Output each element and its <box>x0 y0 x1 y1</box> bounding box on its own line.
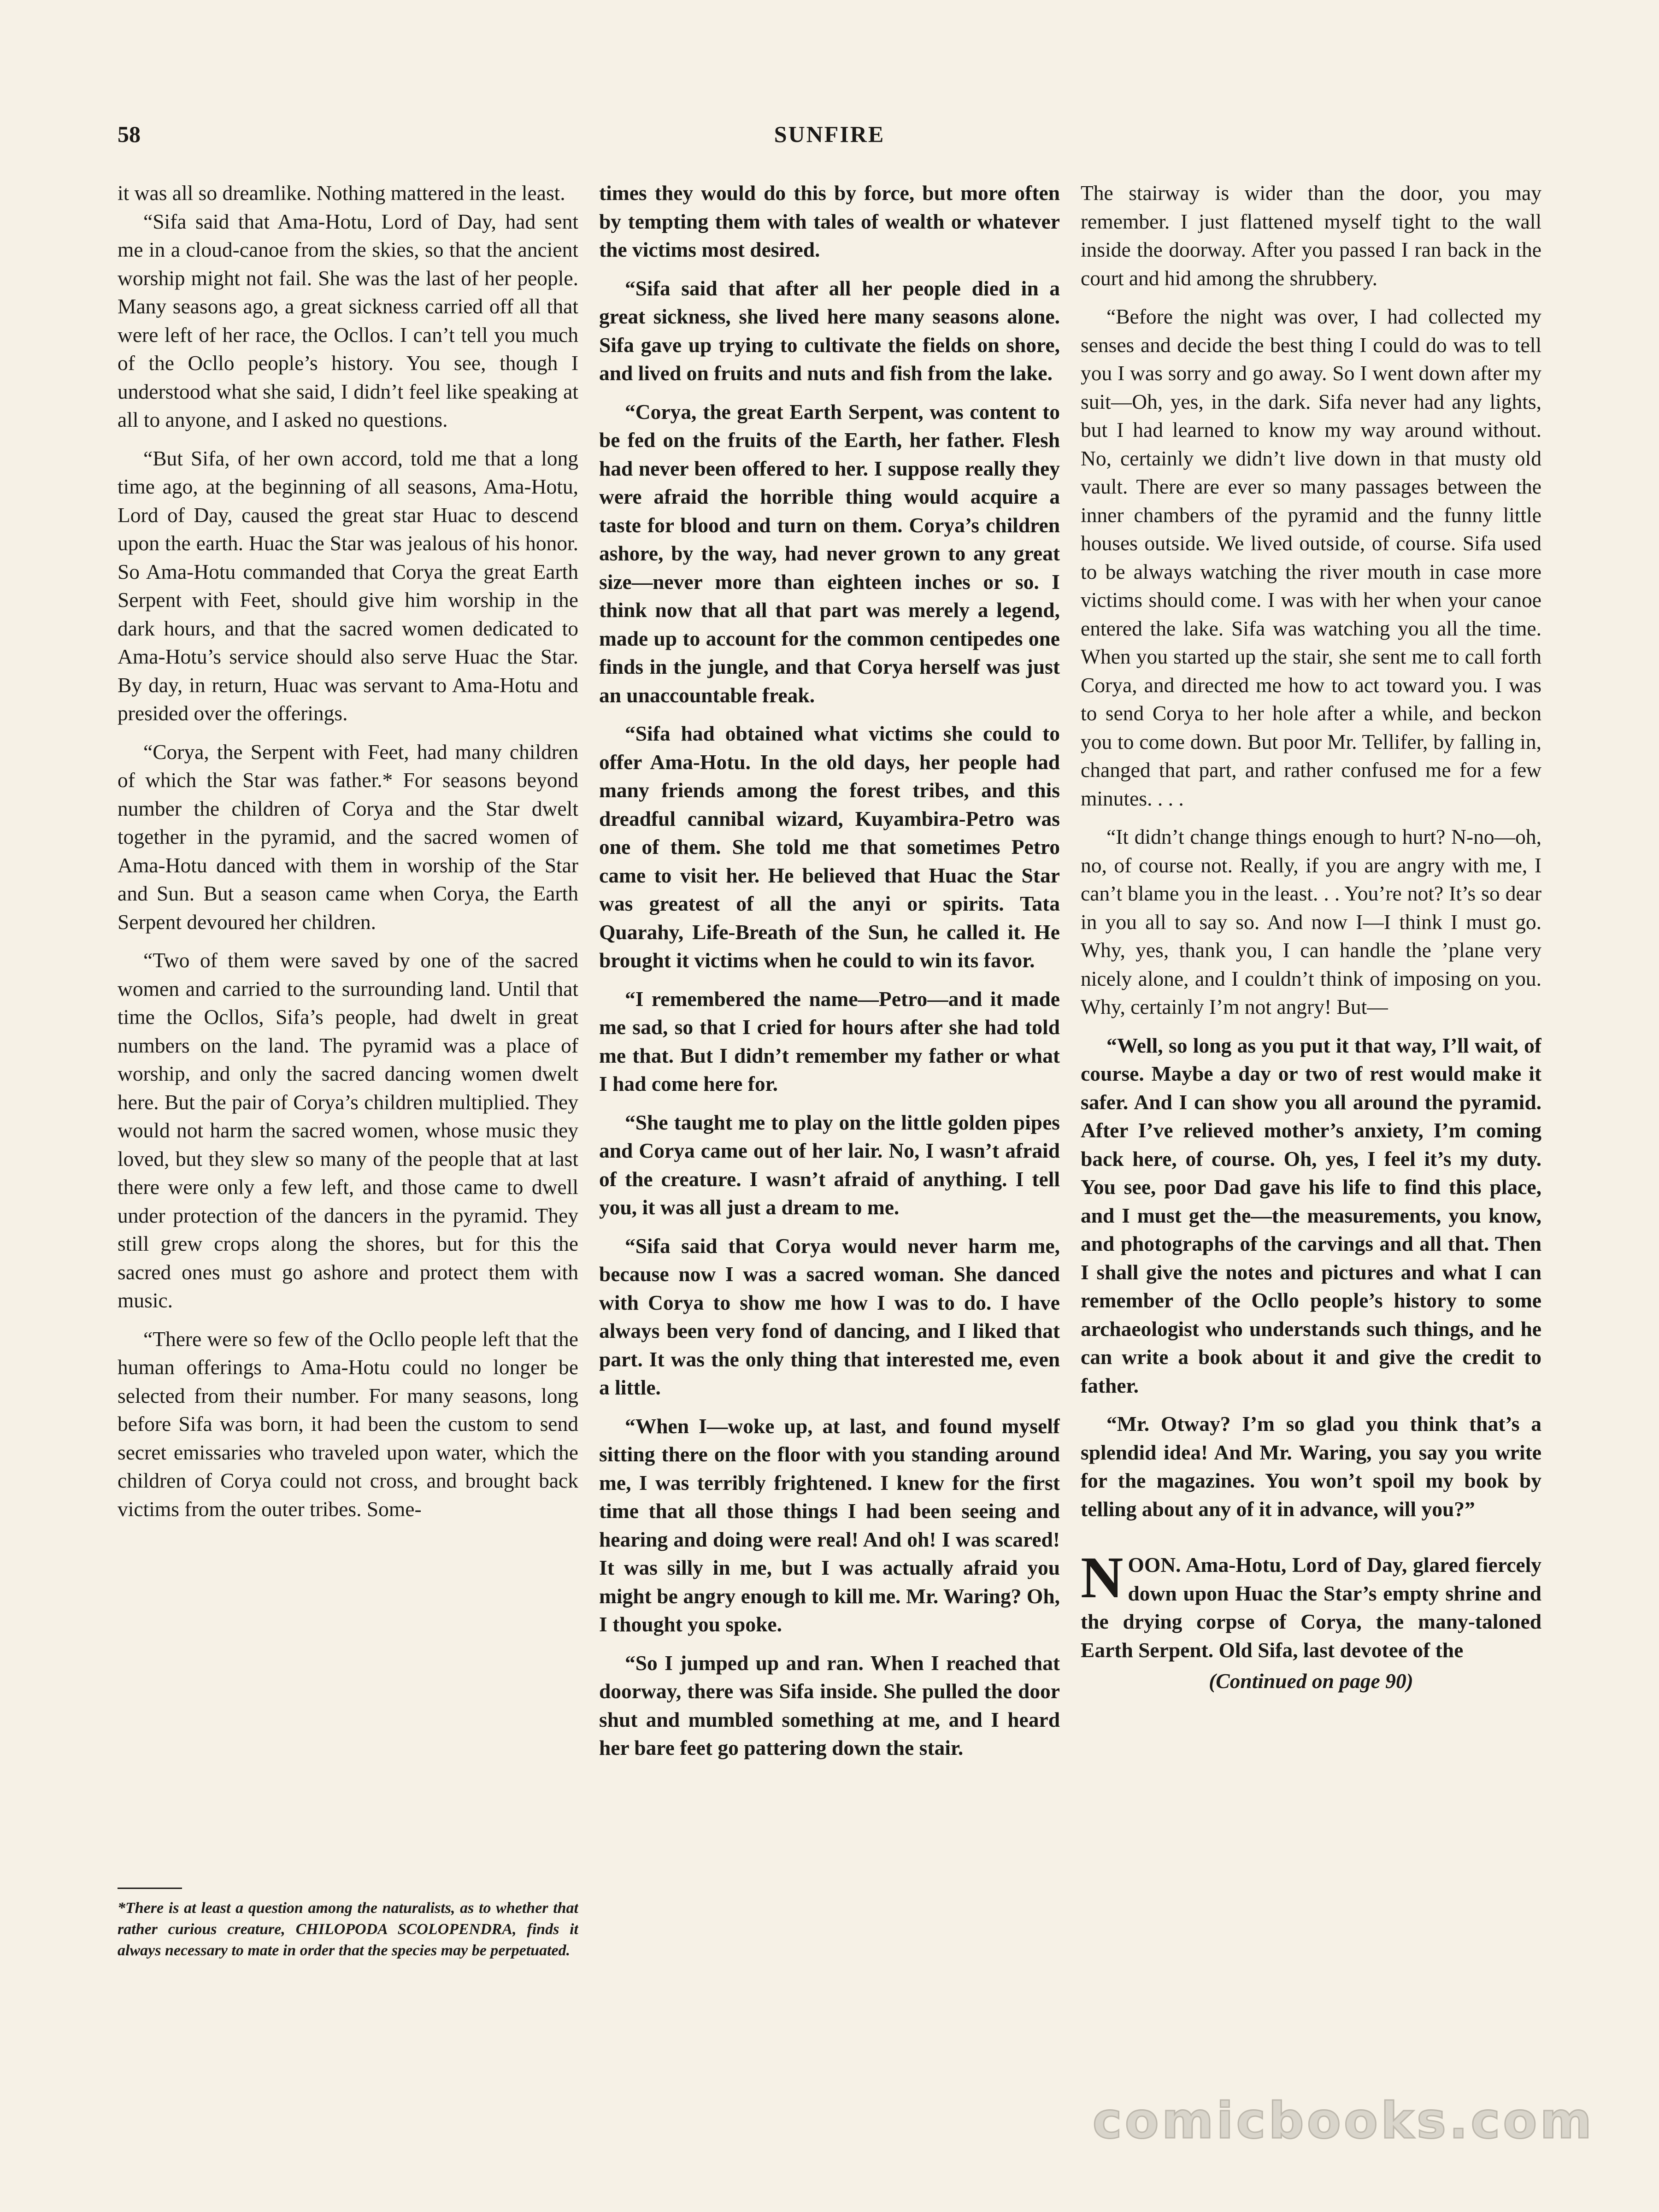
paragraph: The stairway is wider than the door, you may remember. I just flattened myself tight to the wall inside the doorway. After you passed I ran back in the court and hid among the shrubbery. <box>1081 181 1541 290</box>
footnote <box>118 1898 578 1961</box>
paragraph: “I remembered the name—Petro—and it made me sad, so that I cried for hours after she had told me that. But I didn’t remember my father or what I had come here for. <box>599 987 1060 1095</box>
paragraph: “She taught me to play on the little golden pipes and Corya came out of her lair. No, I wasn’t afraid of the creature. I wasn’t afraid of anything. I tell you, it was all just a dream to me. <box>599 1110 1060 1219</box>
column-3 <box>1081 179 1541 2045</box>
paragraph: “There were so few of the Ocllo people left that the human offerings to Ama-Hotu could no longer be selected from their number. For many seasons, long before Sifa was born, it had been the custom to send secret emissaries who traveled upon water, which the children of Corya could not cross, and brought back victims from the outer tribes. Some- <box>118 1327 578 1521</box>
section-opening-text: OON. Ama-Hotu, Lord of Day, glared fiercely down upon Huac the Star’s empty shrine and the drying corpse of Corya, the many-taloned Earth Serpent. Old Sifa, last devotee of the <box>1081 1553 1541 1662</box>
page-number: 58 <box>118 121 141 147</box>
paragraph: “Before the night was over, I had collected my senses and decide the best thing I could do was to tell you I was sorry and go away. So I went down after my suit—Oh, yes, in the dark. Sifa never had any lights, but I had learned to know my way around without. No, certainly we didn’t live down in that musty old vault. There are ever so many passages between the inner chambers of the pyramid and the funny little houses outside. We lived outside, of course. Sifa used to be always watching the river mouth in case more victims should come. I was with her when your canoe entered the lake. Sifa was watching you all the time. When you started up the stair, she sent me to call forth Corya, and directed me how to act toward you. I was to send Corya to her hole after a while, and beckon you to come down. But poor Mr. Tellifer, by falling in, changed that part, and rather confused me for a few minutes. . . . <box>1081 305 1541 810</box>
paragraph: “Two of them were saved by one of the sacred women and carried to the surrounding land. Until that time the Ocllos, Sifa’s people, had dwelt in great numbers on the land. The pyramid was a place of worship, and only the sacred dancing women dwelt here. But the pair of Corya’s children multiplied. They would not harm the sacred women, whose music they loved, but they slew so many of the people that at last there were only a few left, and those came to dwell under protection of the dancers in the pyramid. They still grew crops along the shores, but for this the sacred ones must go ashore and protect them with music. <box>118 948 578 1312</box>
continued-notice: (Continued on page 90) <box>1209 1669 1413 1693</box>
paragraph: it was all so dreamlike. Nothing mattered in the least. <box>118 181 565 205</box>
watermark-logo: comicbooks.com <box>1092 2092 1594 2150</box>
paragraph: “So I jumped up and ran. When I reached that doorway, there was Sifa inside. She pulled the door shut and mumbled something at me, and I heard her bare feet go pattering down the stair. <box>599 1651 1060 1759</box>
footnote-text: *There is at least a question among the naturalists, as to whether that rather curious creature, CHILOPODA SCOLOPENDRA, finds it always necessary to mate in order that the species may be perpetuated. <box>118 1900 578 1959</box>
column-2 <box>599 179 1060 2045</box>
paragraph: “Sifa said that Corya would never harm me, because now I was a sacred woman. She danced with Corya to show me how I was to do. I have always been very fond of dancing, and I liked that part. It was the only thing that interested me, even a little. <box>599 1234 1060 1399</box>
paragraph: “Sifa had obtained what victims she could to offer Ama-Hotu. In the old days, her people had many friends among the forest tribes, and this dreadful cannibal wizard, Kuyambira-Petro was one of them. She told me that sometimes Petro came to visit her. He believed that Huac the Star was greatest of all the anyi or spirits. Tata Quarahy, Life-Breath of the Sun, he called it. He brought it victims when he could to win its favor. <box>599 722 1060 972</box>
drop-cap: N <box>1081 1545 1124 1610</box>
article-body <box>118 179 1541 2045</box>
paragraph: “Sifa said that after all her people died in a great sickness, she lived here many seasons alone. Sifa gave up trying to cultivate the fields on shore, and lived on fruits and nuts and fish from the lake. <box>599 276 1060 385</box>
paragraph: “Corya, the Serpent with Feet, had many children of which the Star was father.* For seasons beyond number the children of Corya and the Star dwelt together in the pyramid, and the sacred women of Ama-Hotu danced with them in worship of the Star and Sun. But a season came when Corya, the Earth Serpent devoured her children. <box>118 740 578 934</box>
paragraph: “Mr. Otway? I’m so glad you think that’s a splendid idea! And Mr. Waring, you say you write for the magazines. You won’t spoil my book by telling about any of it in advance, will you?” <box>1081 1412 1541 1521</box>
section-opening-paragraph <box>1081 1545 1541 1664</box>
paragraph: “It didn’t change things enough to hurt? N-no—oh, no, of course not. Really, if you are angry with me, I can’t blame you in the least. . . You’re not? It’s so dear in you all to say so. And now I—I think I must go. Why, yes, thank you, I can handle the ’plane very nicely alone, and I couldn’t think of imposing on you. Why, certainly I’m not angry! But— <box>1081 825 1541 1018</box>
paragraph: “Sifa said that Ama-Hotu, Lord of Day, had sent me in a cloud-canoe from the skies, so that the ancient worship might not fail. She was the last of her people. Many seasons ago, a great sickness carried off all that were left of her race, the Ocllos. I can’t tell you much of the Ocllo people’s history. You see, though I understood what she said, I didn’t feel like speaking at all to anyone, and I asked no questions. <box>118 209 578 431</box>
paragraph: times they would do this by force, but more often by tempting them with tales of wealth or whatever the victims most desired. <box>599 181 1060 261</box>
paragraph: “But Sifa, of her own accord, told me that a long time ago, at the beginning of all seasons, Ama-Hotu, Lord of Day, caused the great star Huac to descend upon the earth. Huac the Star was jealous of his honor. So Ama-Hotu commanded that Corya the great Earth Serpent with Feet, should give him worship in the dark hours, and that the sacred women dedicated to Ama-Hotu’s service should also serve Huac the Star. By day, in return, Huac was servant to Ama-Hotu and presided over the offerings. <box>118 446 578 725</box>
paragraph: “Corya, the great Earth Serpent, was content to be fed on the fruits of the Earth, her father. Flesh had never been offered to her. I suppose really they were afraid the horrible thing would acquire a taste for blood and turn on them. Corya’s children ashore, by the way, had never grown to any great size—never more than eighteen inches or so. I think now that all that part was merely a legend, made up to account for the common centipedes one finds in the jungle, and that Corya herself was just an unaccountable freak. <box>599 400 1060 707</box>
paragraph: “When I—woke up, at last, and found myself sitting there on the floor with you standing around me, I was terribly frightened. I knew for the first time that all those things I had been seeing and hearing and doing were real! And oh! I was scared! It was silly in me, but I was actually afraid you might be angry enough to kill me. Mr. Waring? Oh, I thought you spoke. <box>599 1414 1060 1636</box>
footnote-rule <box>118 1888 182 1889</box>
paragraph: “Well, so long as you put it that way, I’ll wait, of course. Maybe a day or two of rest would make it safer. And I can show you all around the pyramid. After I’ve relieved mother’s anxiety, I’m coming back here, of course. Oh, yes, I feel it’s my duty. You see, poor Dad gave his life to find this place, and I must get the—the measurements, you know, and photographs of the carvings and all that. Then I shall give the notes and pictures and what I can remember of the Ocllo people’s history to some archaeologist who understands such things, and he can write a book about it and give the credit to father. <box>1081 1033 1541 1397</box>
page-header <box>118 121 1541 158</box>
column-1 <box>118 179 578 2045</box>
running-head-title: SUNFIRE <box>774 121 885 147</box>
